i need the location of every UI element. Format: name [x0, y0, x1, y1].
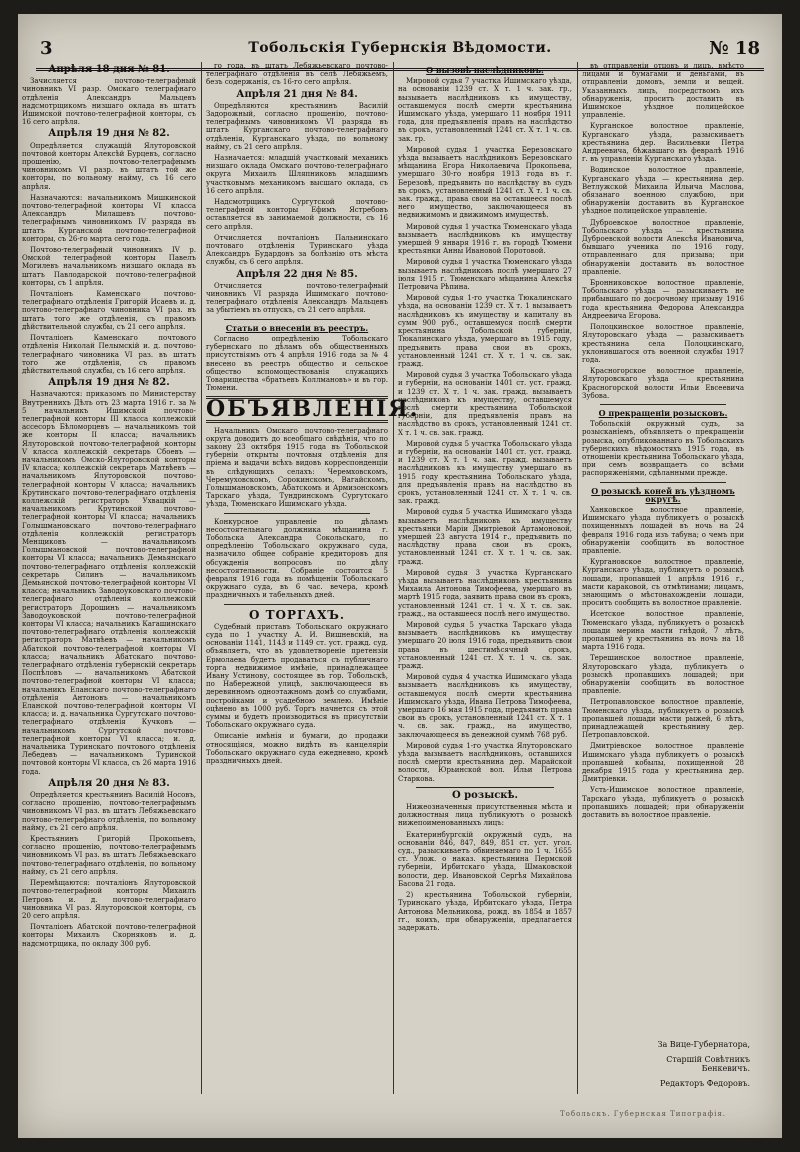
paragraph: Полоцкинское волостное правленіе, Ялуторовскаго уѣзда — разыскиваетъ крестьянина села Полоцкинскаго, уклонившагося отъ военной службы 1917 года. [582, 323, 744, 364]
paragraph: Мировой судья 1 участка Тюменскаго уѣзда вызываетъ наслѣдниковъ послѣ умершаго 27 іюля 1915 г. Тюменскаго мѣщанина Алексѣя Петровича Рѣпина. [398, 258, 572, 292]
paragraph: Почталіонъ Каменскаго почтово-телеграфнаго отдѣленія Григорій Исаевъ и. д. почтово-телеграфнаго чиновника VI раз. въ штатъ того же отдѣленія, съ правомъ дѣйствительной службы, съ 21 сего апрѣля. [22, 290, 196, 331]
paragraph: въ отправленіи отцовъ и лицъ, вмѣсто лицами и бумагами и деньгами, въ отправленіи домовъ, земли и вещей. Указанныхъ лицъ, посредствомъ ихъ обнаруженія, проситъ доставить въ Ишимское уѣздное полицейское управленіе. [582, 62, 744, 120]
column-3 [398, 62, 572, 1094]
section-heading: О розыскѣ. [451, 789, 519, 801]
paragraph: Конкурсное управленіе по дѣламъ несостоятельнаго должника мѣщанина г. Тобольска Александра Сокольскаго, по опредѣленію Тобольскаго окружнаго суда, назначило общее собраніе кредиторовъ для обсужденія вопросовъ по дѣлу несостоятельности. Собраніе состоится 5 февраля 1916 года въ помѣщеніи Тобольскаго окружнаго суда, въ 6 час. вечера, кромѣ праздничныхъ и табельныхъ дней. [206, 517, 388, 600]
paragraph: Опредѣляется служащій Ялуторовской почтовой конторы Алексѣй Бурцевъ, согласно прошенію, почтово-телеграфнымъ чиновникомъ VI разр. въ штатъ той же конторы, по вольному найму, съ 16 сего апрѣля. [22, 141, 196, 191]
order-heading: Апрѣля 19 дня № 82. [48, 377, 170, 389]
paragraph: Петропавловское волостное правленіе, Тюменскаго уѣзда, публикуетъ о розыскѣ пропавшей лошади масти рыжей, 6 лѣтъ, принадлежащей крестьянину дер. Петропавловской. [582, 698, 744, 740]
paragraph: Курганское волостное правленіе, Курганскаго уѣзда, разыскиваетъ крестьянина дер. Васильевки Петра Андреевича, бѣжавшаго въ февралѣ 1916 г. въ управленіи Курганскаго уѣзда. [582, 122, 744, 164]
paragraph: Исетское волостное правленіе, Тюменскаго уѣзда, публикуетъ о розыскѣ лошади мерина масти гнѣдой, 7 лѣтъ, пропавшей у крестьянина въ ночь на 18 марта 1916 года. [582, 610, 744, 652]
order-heading: Апрѣля 18 дня № 81. [48, 64, 170, 75]
paragraph: Назначаются: начальникомъ Мишкинской почтово-телеграфной конторы VI класса Александръ Милашевъ почтово-телеграфнымъ чиновникомъ IV разряда въ штатъ Курганской почтово-телеграфной конторы, съ 26-го марта сего года. [22, 193, 196, 243]
divider [224, 513, 370, 514]
paragraph: Мировой судья 7 участка Ишимскаго уѣзда, на основаніи 1239 ст. X т. 1 ч. зак. гр., вызываетъ наслѣдниковъ къ имуществу, оставшемуся послѣ смерти крестьянина Ишимскаго уѣзда, умершаго 11 ноября 1911 года, для предъявленія правъ на наслѣдство въ срокъ, установленный 1241 ст. X т. 1 ч. св. зак. гр. [398, 77, 572, 143]
paragraph: Надсмотрщикъ Сургутской почтово-телеграфной конторы Ефимъ Ястребовъ оставляется въ занимаемой должности, съ 16 сего апрѣля. [206, 198, 388, 231]
divider [600, 482, 726, 483]
paragraph: Водинское волостное правленіе, Курганскаго уѣзда — крестьянина дер. Ветлужской Михаила Ильича Маслова, обязанаго военною службою, при обнаруженіи доставить въ Курганское уѣздное полицейское управленіе. [582, 166, 744, 216]
paragraph: Усть-Ишимское волостное правленіе, Тарскаго уѣзда, публикуетъ о розыскѣ пропавшихъ лошадей; при обнаруженіи доставить въ волостное правленіе. [582, 786, 744, 820]
paragraph: Екатеринбургскій окружный судъ, на основаніи 846, 847, 849, 851 ст. уст. угол. суд., разыскиваетъ обвиняемаго по 1 ч. 1655 ст. Улож. о наказ. крестьянина Пермской губерніи, Ирбитскаго уѣзда, Шмаковской волости, дер. Ивановской Сергѣя Михайлова Басова 21 года. [398, 830, 572, 888]
governor-line: За Вице-Губернатора, [657, 1040, 750, 1049]
column-1 [22, 62, 196, 1094]
column-divider [577, 62, 578, 1094]
divider [224, 319, 370, 320]
paragraph: Мировой судья 1-го участка Тюкалинскаго уѣзда, на основаніи 1239 ст. X т. 1 вызываетъ наслѣдниковъ къ имуществу и капиталу въ сумм 900 руб., оставшемуся послѣ смерти крестьянина Тобольской губерніи, Тюкалинскаго уѣзда, умершаго въ 1915 году, предъявить права свои въ срокъ, установленный 1241 ст. X т. 1 ч. св. зак. гражд. [398, 294, 572, 368]
paragraph: Мировой судья 1 участка Березовскаго уѣзда вызываетъ наслѣдниковъ Березовскаго мѣщанина Егора Николаевича Прокопьева, умершаго 30-го ноября 1913 года въ г. Березовѣ, предъявить по наслѣдству въ судъ въ срокъ, установленный 1241 ст. X т. 1 ч. св. зак. гражд., права свои на оставшееся послѣ него имущество, заключающееся въ недвижимомъ и движимомъ имуществѣ. [398, 145, 572, 220]
editor-line: Редакторъ Федоровъ. [660, 1079, 750, 1088]
divider [416, 787, 554, 788]
paragraph: Дмитріевское волостное правленіе Ишимскаго уѣзда публикуетъ о розыскѣ пропавшей кобылы, похищенной 28 декабря 1915 года у крестьянина дер. Дмитріевки. [582, 742, 744, 784]
section-heading: О вызовѣ наслѣдниковъ. [426, 65, 544, 75]
section-heading: О розыскѣ коней въ уѣздномъ округѣ. [591, 485, 735, 504]
paragraph: Мировой судья 3 участка Курганскаго уѣзда вызываетъ наслѣдниковъ крестьянина Михаила Антонова Тимофеева, умершаго въ мартѣ 1915 года, заявить права свои въ срокъ, установленный 1241 ст. 1 ч. X т. св. зак. гражд., на оставшееся послѣ него имущество. [398, 568, 572, 618]
paragraph: Бронниковское волостное правленіе, Тобольскаго уѣзда — разыскиваетъ не прибывшаго по досрочному призыву 1916 года крестьянина Федорова Александра Андреевича Егорова. [582, 279, 744, 320]
paragraph: Опредѣляются крестьянинъ Василій Задорожный, согласно прошенію, почтово-телеграфнымъ чиновникомъ VI разряда въ штатъ Курганскаго почтово-телеграфнаго отдѣленія, Курганскаго уѣзда, по вольному найму, съ 21 сего апрѣля. [206, 101, 388, 151]
paragraph: Кургановское волостное правленіе, Курганскаго уѣзда, публикуетъ о розыскѣ лошади, пропавшей 1 апрѣля 1916 г., масти караковой, съ отмѣтинами; лицамъ, знающимъ о мѣстонахожденіи лошади, проситъ сообщить въ волостное правленіе. [582, 558, 744, 608]
paragraph: Описаніе имѣнія и бумаги, до продажи относящіяся, можно видѣть въ канцеляріи Тобольскаго окружнаго суда ежедневно, кромѣ праздничныхъ дней. [206, 732, 388, 766]
paragraph: Отчисляется почталіонъ Пальнинскаго почтоваго отдѣленія Туринскаго уѣзда Александръ Будардовъ за болѣзнію отъ мѣста службы, съ 6 сего апрѣля. [206, 233, 388, 267]
paragraph: го года, въ штатъ Лебяжьевскаго почтово-телеграфнаго отдѣленія въ селѣ Лебяжьемъ, безъ содержанія, съ 16-го сего апрѣля. [206, 62, 388, 87]
paragraph: Красногорское волостное правленіе, Ялуторовскаго уѣзда — крестьянина Красногорской волости Ильи Евсеевича Зубова. [582, 367, 744, 400]
paragraph: Назначается: младшій участковый механикъ низшаго оклада Омскаго почтово-телеграфнаго округа Михаилъ Шляпниковъ младшимъ участковымъ механикомъ высшаго оклада, съ 16 сего апрѣля. [206, 154, 388, 195]
column-divider [393, 62, 394, 1094]
paragraph: Почталіонъ Каменскаго почтового отдѣленія Николай Пелымскій и. д. почтово-телеграфнаго чиновника VI раз. въ штатъ того же отдѣленія, съ правомъ дѣйствительной службы, съ 16 сего апрѣля. [22, 334, 196, 375]
paragraph: Судебный приставъ Тобольскаго окружнаго суда по 1 участку А. И. Вишневскій, на основаніи 1141, 1143 и 1149 ст. уст. гражд. суд. объявляетъ, что въ удовлетвореніе претензіи Ермолаева будетъ продаваться съ публичнаго торга недвижимое имѣніе, принадлежащее Ивану Устинову, состоящее въ гор. Тобольскѣ, по Набережной улицѣ, заключающееся въ деревянномъ одноэтажномъ домѣ со службами, постройками и усадебною землею. Имѣніе оцѣнено въ 1000 руб. Торгъ начнется съ этой суммы и будетъ производиться въ присутствіи Тобольскаго окружнаго суда. [206, 622, 388, 730]
paragraph: Назначаются: приказомъ по Министерству Внутреннихъ Дѣлъ отъ 23 марта 1916 г. за № 5 начальникъ Ишимской почтово-телеграфной конторы III класса коллежскій ассесоръ Бѣломорцевъ — начальникомъ той же конторы II класса; начальникъ Ялуторовской почтово-телеграфной конторы V класса коллежскій секретарь Сбоевъ — начальникомъ Омско-Ялуторовской конторы IV класса; коллежскій секретарь Матвѣевъ — начальникомъ Ялуторовской почтово-телеграфной конторы V класса; начальникъ Крутинскаго почтово-телеграфнаго отдѣленія коллежскій регистраторъ Ухвацкій — начальникомъ Крутинской почтово-телеграфной конторы VI класса; начальникъ Голышмановскаго почтово-телеграфнаго отдѣленія коллежскій регистраторъ Менщиковъ — начальникомъ Голышмановской почтово-телеграфной конторы VI класса; начальникъ Демьянскаго почтово-телеграфнаго отдѣленія коллежскій секретарь Силинъ — начальникомъ Демьянской почтово-телеграфной конторы VI класса; начальникъ Заводоуковскаго почтово-телеграфнаго отдѣленія коллежскій регистраторъ Дорошинъ — начальникомъ Заводоуковской почтово-телеграфной конторы VI класса; начальникъ Кагашинскаго почтово-телеграфнаго отдѣленія коллежскій регистраторъ Матвѣевъ — начальникомъ Абатской почтово-телеграфной конторы VI класса; начальникъ Абатскаго почтово-телеграфнаго отдѣленія губернскій секретарь Поспѣловъ — начальникомъ Абатской почтово-телеграфной конторы VI класса; начальникъ Еланскаго почтово-телеграфнаго отдѣленія Антоновъ — начальникомъ Еланской почтово-телеграфной конторы VI класса; и. д. начальника Сургутскаго почтово-телеграфнаго отдѣленія Кучковъ — начальникомъ Сургутской почтово-телеграфной конторы VI класса; и. д. начальника Туринскаго почтового отдѣленія Лебедевъ — начальникомъ Туринской почтовой конторы VI класса, съ 26 марта 1916 года. [22, 390, 196, 776]
paragraph: Отчисляется почтово-телеграфный чиновникъ VI разряда Ишимскаго почтово-телеграфнаго отдѣленія Александръ Мальцевъ за убытіемъ въ отпускъ, съ 21 сего апрѣля. [206, 281, 388, 315]
section-heading: О прекращеніи розысковъ. [598, 407, 728, 418]
imprint: Тобольскъ. Губернская Типографія. [560, 1110, 727, 1118]
order-heading: Апрѣля 20 дня № 83. [48, 777, 170, 789]
paragraph: Ханковское волостное правленіе, Ишимскаго уѣзда публикуетъ о розыскѣ похищенныхъ лошадей въ ночь на 24 февраля 1916 года изъ табуна; о чемъ при обнаруженіи сообщить въ волостное правленіе. [582, 505, 744, 555]
paragraph: Почталіонъ Абатской почтово-телеграфной конторы Михаилъ Скорняковъ и. д. надсмотрщика, по окладу 300 руб. [22, 923, 196, 948]
page-number: 3 [40, 38, 53, 59]
order-heading: Апрѣля 21 дня № 84. [236, 88, 358, 100]
column-2 [206, 62, 420, 1094]
paragraph: Согласно опредѣленію Тобольскаго губернскаго по дѣламъ объ общественныхъ присутствіямъ отъ 4 апрѣля 1916 года за № 4 внесено въ реестръ общество и сельское общество вспомоществованія служащихъ Товарищества «братьевъ Коллмановъ» и въ гор. Тюмени. [206, 334, 388, 393]
section-heading: Статьи о внесеніи въ реестръ. [225, 322, 369, 333]
paragraph: Мировой судья 1-го участка Ялуторовскаго уѣзда вызываетъ наслѣдниковъ, оставшихся послѣ смерти крестьянина дер. Марайской волости, Юрьинской вол. Ильи Петрова Старкова. [398, 741, 572, 783]
paragraph: Крестьянинъ Григорій Прокопьевъ, согласно прошенію, почтово-телеграфнымъ чиновникомъ VI раз. въ штатъ Лебяжьевскаго почтово-телеграфнаго отдѣленія, по вольному найму, съ 21 сего апрѣля. [22, 835, 196, 876]
issue-number: № 18 [709, 38, 760, 59]
order-heading: Апрѣля 19 дня № 82. [48, 128, 170, 140]
order-heading: Апрѣля 22 дня № 85. [236, 268, 358, 280]
paragraph: 2) крестьянина Тобольской губерніи, Туринскаго уѣзда, Ирбитскаго уѣзда, Петра Антонова Мельникова, рожд. въ 1854 и 1857 гг., коихъ, при обнаруженіи, предлагается задержать. [398, 891, 572, 932]
paragraph: Терешинское волостное правленіе, Ялуторовскаго уѣзда, публикуетъ о розыскѣ пропавшихъ лошадей; при обнаруженіи сообщить въ волостное правленіе. [582, 654, 744, 696]
announcements-heading: ОБЪЯВЛЕНІЯ. [206, 396, 420, 423]
paragraph: Дуброевское волостное правленіе, Тобольскаго уѣзда — крестьянина Дуброевской волости Алексѣя Ивановича, бывшаго ученика по 1916 году, отправленнаго для призыва; при обнаруженіи доставить въ волостное правленіе. [582, 218, 744, 276]
paragraph: Мировой судья 5 участка Тобольскаго уѣзда и губерніи, на основаніи 1401 ст. уст. гражд. и 1239 ст. X т. 1 ч. зак. гражд. вызываетъ наслѣдниковъ къ имуществу умершаго въ 1915 году крестьянина Тобольскаго уѣзда, для предъявленія правъ на наслѣдство въ срокъ, установленный 1241 ст. X т. 1 ч. св. зак. гражд. [398, 439, 572, 506]
newspaper-title: Тобольскія Губернскія Вѣдомости. [248, 40, 552, 56]
paragraph: Нижеозначенныя присутственныя мѣста и должностныя лица публикуютъ о розыскѣ нижепоименованныхъ лицъ: [398, 803, 572, 828]
paragraph: Почтово-телеграфный чиновникъ IV р. Омской телеграфной конторы Павелъ Могилевъ начальникомъ низшаго оклада въ штатъ Павлодарской почтово-телеграфной конторы, съ 1 апрѣля. [22, 246, 196, 287]
column-divider [201, 62, 202, 1094]
adviser-line: Старшій Совѣтникъ Бенкевичъ. [666, 1055, 750, 1073]
column-4 [582, 62, 744, 1002]
divider [224, 604, 370, 605]
divider [600, 404, 726, 405]
paragraph: Тобольскій окружный судъ, за розысканіемъ, объявляетъ о прекращеніи розыска, опубликованнаго въ Тобольскихъ губернскихъ вѣдомостяхъ 1915 года, въ отношеніи крестьянина Тобольскаго уѣзда, при семъ возвращаетъ со всѣми распоряженіями, сдѣланными прежде. [582, 420, 744, 478]
paragraph: Начальникъ Омскаго почтово-телеграфнаго округа доводитъ до всеобщаго свѣдѣнія, что по закону 23 октября 1915 года въ Тобольской губерніи открыты почтовыя отдѣленія для пріема и выдачи всѣхъ видовъ корреспонденціи въ слѣдующихъ селахъ: Черемховскомъ, Черемуховскомъ, Сорокинскомъ, Вагайскомъ, Голышмановскомъ, Абатскомъ и Армизонскомъ Тарскаго уѣзда, Тундринскомъ Сургутскаго уѣзда, Тюменскаго Ишимскаго уѣзда. [206, 426, 388, 509]
signature-block [620, 1040, 750, 1094]
paragraph: Мировой судья 4 участка Ишимскаго уѣзда вызываетъ наслѣдниковъ къ имуществу, оставшемуся послѣ смерти крестьянина Ишимскаго уѣзда, Ивана Петрова Тимофеева, умершаго 16 мая 1915 года, предъявить права свои въ срокъ, установленный 1241 ст. X т. 1 ч. св. зак. гражд., на имущество, заключающееся въ денежной суммѣ 768 руб. [398, 673, 572, 739]
paragraph: Перемѣщаются: почталіонъ Ялуторовской почтово-телеграфной конторы Михаилъ Петровъ и. д. почтово-телеграфнаго чиновника VI раз. Ялуторовской конторы, съ 20 сего апрѣля. [22, 879, 196, 920]
paragraph: Мировой судья 1 участка Тюменскаго уѣзда вызываетъ наслѣдниковъ къ имуществу умершей 9 января 1916 г. въ городѣ Тюмени крестьянки Анны Ивановой Поротовой. [398, 222, 572, 256]
section-heading: О ТОРГАХЪ. [248, 607, 346, 622]
paragraph: Мировой судья 5 участка Тарскаго уѣзда вызываетъ наслѣдниковъ къ имуществу умершаго 20 іюля 1916 года, предъявить свои права въ шестимѣсячный срокъ, установленный 1241 ст. X т. 1 ч. св. зак. гражд. [398, 621, 572, 671]
paragraph: Мировой судья 5 участка Ишимскаго уѣзда вызываетъ наслѣдниковъ къ имуществу крестьянки Маріи Дмитріевой Артамоновой, умершей 23 августа 1914 г., предъявить по наслѣдству права свои въ срокъ, установленный 1241 ст. X т. 1 ч. св. зак. гражд. [398, 508, 572, 566]
paragraph: Зачисляется почтово-телеграфный чиновникъ VI разр. Омскаго телеграфнаго отдѣленія Александръ Мальцевъ надсмотрщикомъ низшаго оклада въ штатъ Ишимской почтово-телеграфной конторы, съ 16 сего апрѣля. [22, 77, 196, 127]
paragraph: Опредѣляется крестьянинъ Василій Носовъ, согласно прошенію, почтово-телеграфнымъ чиновникомъ VI раз. въ штатъ Лебяжьевскаго почтово-телеграфнаго отдѣленія, по вольному найму, съ 21 сего апрѣля. [22, 791, 196, 832]
paragraph: Мировой судья 3 участка Тобольскаго уѣзда и губерніи, на основаніи 1401 ст. уст. гражд. и 1239 ст. X т. 1 ч. зак. гражд. вызываетъ наслѣдниковъ къ имуществу, оставшемуся послѣ смерти крестьянина Тобольской губерніи, для предъявленія правъ на наслѣдство въ срокъ, установленный 1241 ст. X т. 1 ч. св. зак. гражд. [398, 371, 572, 437]
